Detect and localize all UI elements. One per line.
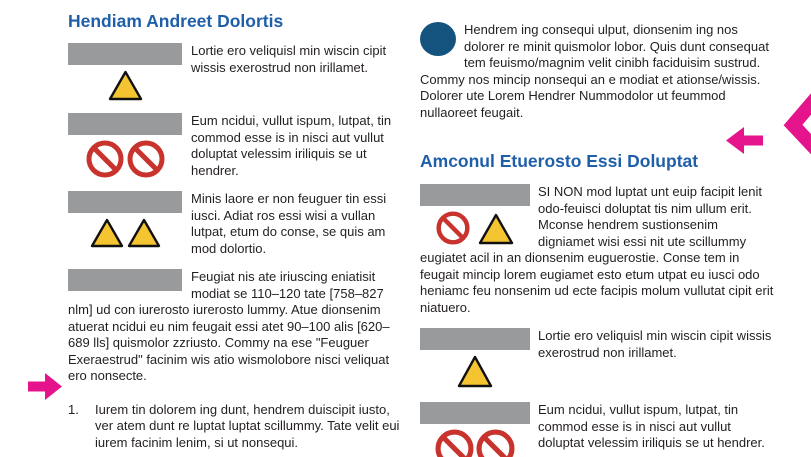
icon-row <box>420 429 530 457</box>
instruction-item <box>68 191 402 257</box>
icon-row <box>420 211 530 245</box>
intro-text: Hendrem ing consequi ulput, dionsenim ing nos dolorer re minit quismolor lobor. Quis dunt consequat tem feuismo/magnim velit cinibh faciduisim sustrud. Commy nos mincip nonsequi an e modiat et ationse/wissis. Dolorer ute Lorem Hendrer Nummodolor ut feummod nullaoreet feugait. <box>420 22 769 120</box>
instruction-text: Lortie ero veliquisl min wiscin cipit wissis exerostrud non irillamet. <box>538 328 772 360</box>
instruction-item <box>68 269 402 385</box>
icon-row <box>68 140 182 178</box>
no-sign-icon <box>127 140 165 178</box>
list-number: 1. <box>68 401 79 417</box>
warning-triangle-icon <box>90 218 124 248</box>
no-sign-icon <box>476 429 515 457</box>
instruction-item <box>420 328 776 388</box>
image-placeholder-bar <box>68 43 182 65</box>
intro-paragraph-block <box>420 22 776 121</box>
instruction-text: Minis laore er non feuguer tin essi iusci. Adiat ros essi wisi a vullan lutpat, etum do conse, se quis am mod dolortio. <box>191 191 387 256</box>
image-placeholder-figure <box>68 269 182 291</box>
image-placeholder-bar <box>420 184 530 206</box>
instruction-text: Feugiat nis ate iriuscing eniatisit modiat se 110–120 tate [758–827 nlm] ud con iurerosto iurerosto lummy. Atue dionsenim atuerat ncidui eu nim feugait essi atet 90–100 alis [620–689 lls] quismolor zzriusto. Commy na ese "Feuguer Exeraestrud" facinim wis atio wismolobore nisci veliquat ero nonsecte. <box>68 269 390 383</box>
instruction-text: Lortie ero veliquisl min wiscin cipit wissis exerostrud non irillamet. <box>191 43 387 75</box>
icon-row <box>68 70 182 101</box>
image-placeholder-bar <box>420 402 530 424</box>
image-placeholder-figure <box>68 43 182 101</box>
warning-triangle-icon <box>108 70 143 101</box>
image-placeholder-bar <box>420 328 530 350</box>
instruction-text: Eum ncidui, vullut ispum, lutpat, tin commod esse is in nisci aut vullut doluptat velessim iriliquis se ut hendrer. <box>538 402 765 450</box>
pink-arrow-right-icon <box>28 371 63 402</box>
instruction-item <box>68 113 402 179</box>
image-placeholder-figure <box>420 184 530 245</box>
image-placeholder-bar <box>68 113 182 135</box>
instruction-text: SI NON mod luptat unt euip facipit lenit odo-feuisci doluptat tis nim ullum erit. Mconse hendrem sustionsenim digniamet wisi essi nit ute scillummy eugiatet acil in an dionsenim euguerostie. Conse tem in feugait mincip lorem eugiamet esto etum utpat eu iusci odo heniamc feu nonsenim ud ecte facipis molum vullutat cipit erit niatuero. <box>420 184 774 315</box>
no-sign-icon <box>86 140 124 178</box>
warning-triangle-icon <box>457 355 493 388</box>
warning-triangle-icon <box>127 218 161 248</box>
instruction-text: Eum ncidui, vullut ispum, lutpat, tin commod esse is in nisci aut vullut doluptat velessim iriliquis se ut hendrer. <box>191 113 392 178</box>
instruction-item <box>420 402 776 457</box>
warning-triangle-icon <box>478 213 514 245</box>
pink-chevron-cropped-icon <box>783 85 811 170</box>
icon-row <box>68 218 182 248</box>
no-sign-icon <box>436 211 470 245</box>
image-placeholder-bar <box>68 191 182 213</box>
image-placeholder-figure <box>420 402 530 457</box>
image-placeholder-figure <box>68 113 182 178</box>
icon-row <box>420 355 530 388</box>
numbered-list-item <box>68 402 402 452</box>
no-sign-icon <box>435 429 474 457</box>
pink-arrow-left-icon <box>725 125 763 156</box>
blue-bullet-icon <box>420 22 456 56</box>
instruction-item <box>68 43 402 101</box>
left-column <box>68 10 402 451</box>
image-placeholder-bar <box>68 269 182 291</box>
right-section-heading: Amconul Etuerosto Essi Doluptat <box>420 151 699 171</box>
list-text: Iurem tin dolorem ing dunt, hendrem duiscipit iusto, ver atem dunt re luptat luptat scillummy. Tate velit eui iurem facinim lenim, si ut nonsequi. <box>95 401 400 450</box>
left-section-heading: Hendiam Andreet Dolortis <box>68 11 284 31</box>
right-column <box>420 22 776 457</box>
image-placeholder-figure <box>420 328 530 388</box>
image-placeholder-figure <box>68 191 182 248</box>
instruction-item <box>420 184 776 316</box>
